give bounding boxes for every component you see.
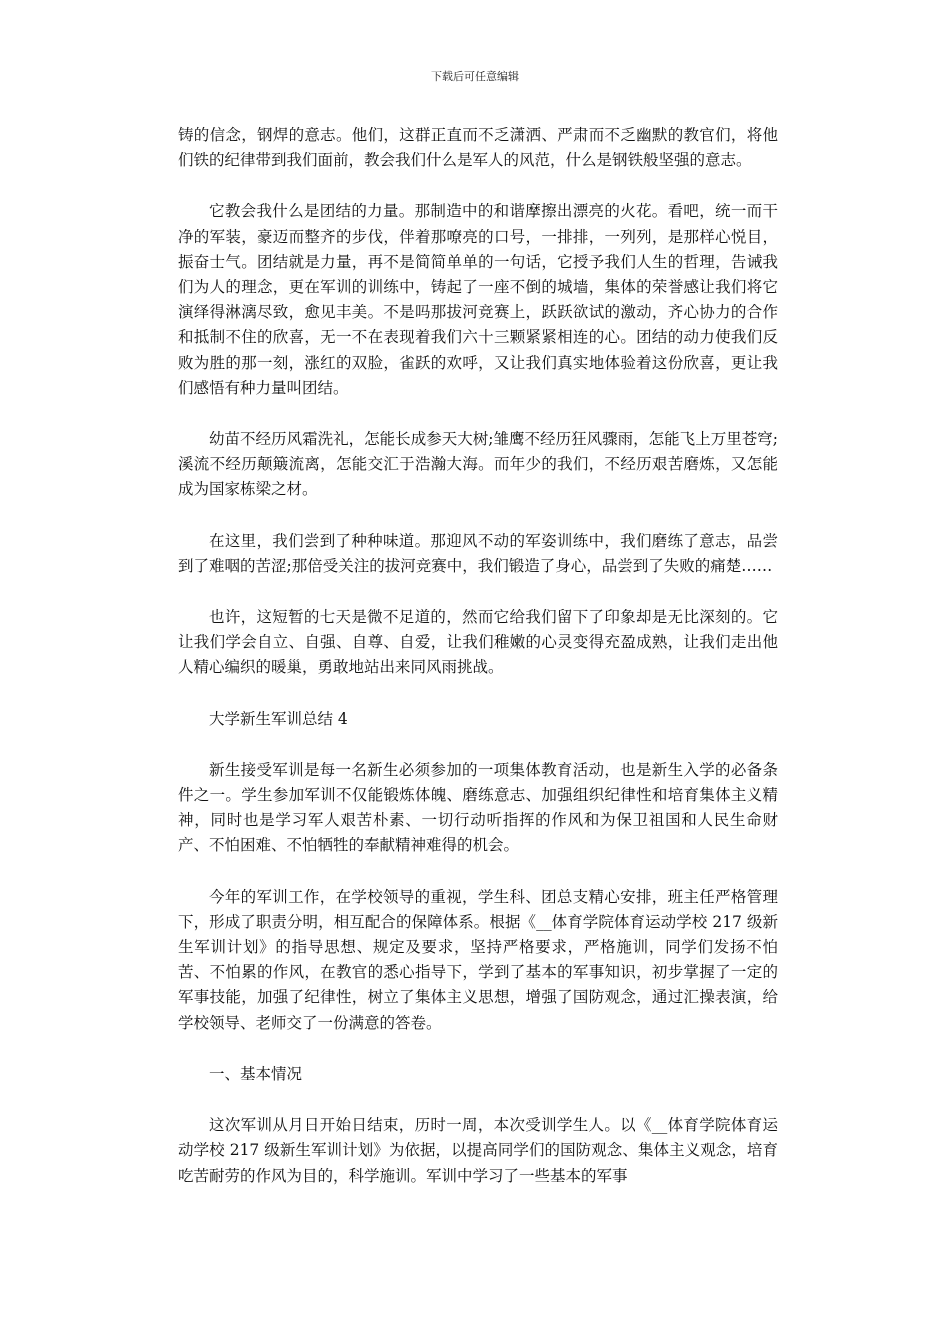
paragraph-5: 也许，这短暂的七天是微不足道的，然而它给我们留下了印象却是无比深刻的。它让我们学会自立、自强、自尊、自爱，让我们稚嫩的心灵变得充盈成熟，让我们走出他人精心编织的暖巢，勇敢地站出来同风雨挑战。 bbox=[178, 608, 778, 677]
paragraph-4: 在这里，我们尝到了种种味道。那迎风不动的军姿训练中，我们磨练了意志，品尝到了难咽的苦涩;那倍受关注的拔河竞赛中，我们锻造了身心，品尝到了失败的痛楚…… bbox=[178, 531, 778, 575]
section-heading-summary-4: 大学新生军训总结 4 bbox=[209, 709, 348, 728]
paragraph-7: 今年的军训工作，在学校领导的重视，学生科、团总支精心安排，班主任严格管理下，形成了职责分明，相互配合的保障体系。根据《__体育学院体育运动学校 217 级新生军训计划》的指导思想、规定及要求，坚持严格要求，严格施训，同学们发扬不怕苦、不怕累的作风，在教官的悉心指导下，学到了基本的军事知识，初步掌握了一定的军事技能，加强了纪律性，树立了集体主义思想，增强了国防观念，通过汇操表演，给学校领导、老师交了一份满意的答卷。 bbox=[178, 887, 778, 1032]
document-body bbox=[178, 123, 778, 1215]
paragraph-6: 新生接受军训是每一名新生必须参加的一项集体教育活动，也是新生入学的必备条件之一。学生参加军训不仅能锻炼体魄、磨练意志、加强组织纪律性和培育集体主义精神，同时也是学习军人艰苦朴素、一切行动听指挥的作风和为保卫祖国和人民生命财产、不怕困难、不怕牺牲的奉献精神难得的机会。 bbox=[178, 760, 778, 855]
paragraph-8: 这次军训从月日开始日结束，历时一周，本次受训学生人。以《__体育学院体育运动学校 217 级新生军训计划》为依据，以提高同学们的国防观念、集体主义观念，培育吃苦耐劳的作风为目的，科学施训。军训中学习了一些基本的军事 bbox=[178, 1116, 778, 1185]
paragraph-2: 它教会我什么是团结的力量。那制造中的和谐摩擦出漂亮的火花。看吧，统一而干净的军装，豪迈而整齐的步伐，伴着那嘹亮的口号，一排排，一列列，是那样心悦目，振奋士气。团结就是力量，再不是简简单单的一句话，它授予我们人生的哲理，告诫我们为人的理念，更在军训的训练中，铸起了一座不倒的城墙，集体的荣誉感让我们将它演绎得淋漓尽致，愈见丰美。不是吗那拔河竞赛上，跃跃欲试的激动，齐心协力的合作和抵制不住的欣喜，无一不在表现着我们六十三颗紧紧相连的心。团结的动力使我们反败为胜的那一刻，涨红的双脸，雀跃的欢呼，又让我们真实地体验着这份欣喜，更让我们感悟有种力量叫团结。 bbox=[178, 202, 778, 397]
paragraph-1: 铸的信念，钢焊的意志。他们，这群正直而不乏潇洒、严肃而不乏幽默的教官们，将他们铁的纪律带到我们面前，教会我们什么是军人的风范，什么是钢铁般坚强的意志。 bbox=[178, 126, 778, 170]
section-heading-basic-info: 一、基本情况 bbox=[209, 1064, 303, 1083]
download-note: 下载后可任意编辑 bbox=[431, 70, 519, 83]
paragraph-3: 幼苗不经历风霜洗礼，怎能长成参天大树;雏鹰不经历狂风骤雨，怎能飞上万里苍穹;溪流不经历颠簸流离，怎能交汇于浩瀚大海。而年少的我们，不经历艰苦磨炼，又怎能成为国家栋梁之材。 bbox=[178, 430, 778, 499]
